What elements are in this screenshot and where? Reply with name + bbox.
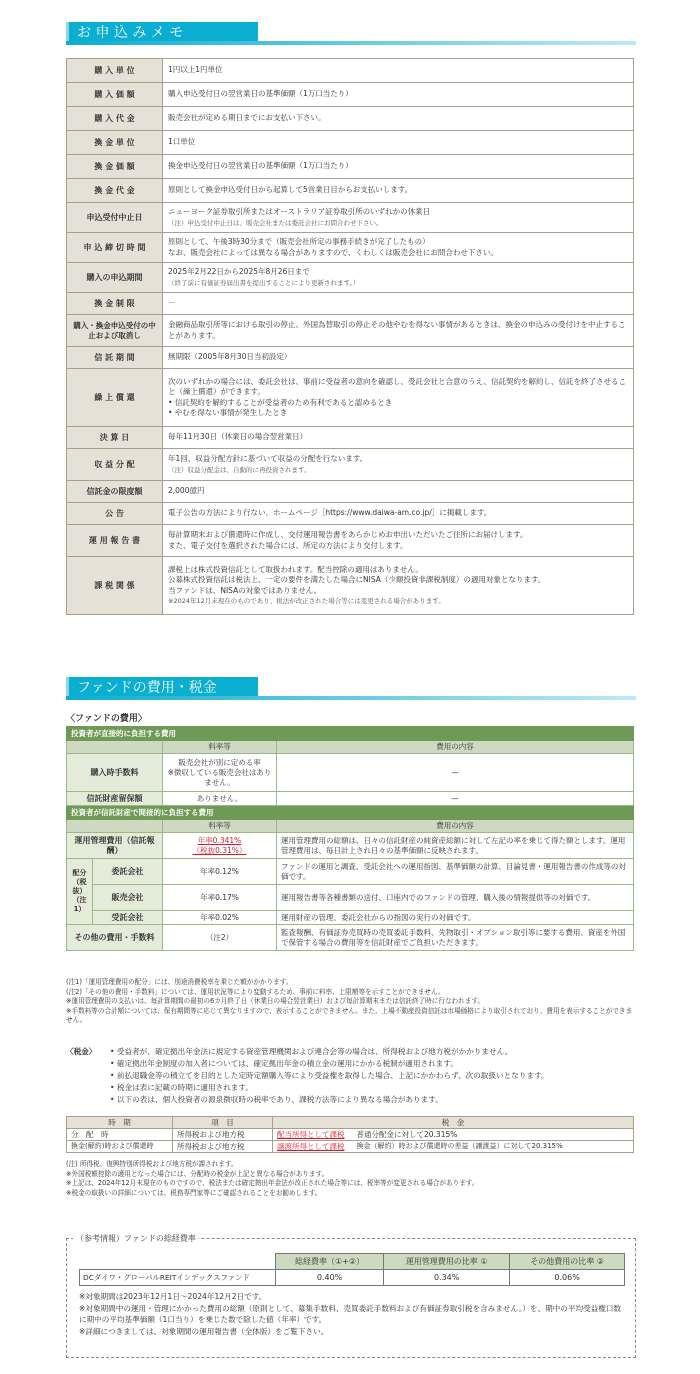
note-line: ※詳細につきましては、対象期間の運用報告書（全体版）をご覧下さい。 xyxy=(79,1326,329,1336)
list-item: • 以下の表は、個人投資者の源泉徴収時の税率であり、課税方法等により異なる場合があります。 xyxy=(110,1094,636,1106)
row-note: （終了前に有価証券届出書を提出することにより更新されます。） xyxy=(168,278,360,287)
row-value: 電子公告の方法により行ない、ホームページ［https://www.daiwa-am.co.jp/］に掲載します。 xyxy=(163,503,634,525)
col-header: 費用の内容 xyxy=(277,820,634,833)
table-row xyxy=(67,792,634,806)
row-label: 申込受付中止日 xyxy=(67,203,163,233)
row-text: 次のいずれかの場合には、委託会社は、事前に受益者の意向を確認し、受託会社と合意のうえ、信託契約を解約し、信託を終了させること（繰上償還）ができます。 xyxy=(168,376,626,396)
memo-heading: お 申 込 み メ モ xyxy=(66,22,258,44)
row-text: ニューヨーク証券取引所またはオーストラリア証券取引所のいずれかの休業日 xyxy=(168,207,431,216)
table-row xyxy=(67,741,634,754)
row-rate: ありません。 xyxy=(163,792,277,806)
tax-rate: 普通分配金に対して20.315% xyxy=(353,1129,634,1141)
tax-type: 譲渡所得として課税 xyxy=(273,1141,353,1153)
split-label: 配分（税抜）（注1） xyxy=(67,859,93,925)
table-row xyxy=(67,806,634,820)
row-text: 当ファンドは、NISAの対象ではありません。 xyxy=(168,585,322,595)
bullet-item: • 信託契約を解約することが受益者のため有利であると認めるとき xyxy=(168,397,393,407)
note-line: (注) 所得税、復興特別所得税および地方税が課されます。 xyxy=(66,1160,238,1168)
row-text: 2025年2月22日から2025年8月26日まで xyxy=(168,267,310,276)
table-row xyxy=(67,293,634,315)
row-value: － xyxy=(163,293,634,315)
row-desc: 監査報酬、有価証券売買時の売買委託手数料、先物取引・オプション取引等に要する費用、資産を外国で保管する場合の費用等を信託財産でご負担いただきます。 xyxy=(277,925,634,951)
row-note: （注）収益分配金は、自動的に再投資されます。 xyxy=(168,465,311,474)
row-label: 換 金 単 位 xyxy=(67,131,163,155)
cost-table xyxy=(66,726,634,951)
col-header xyxy=(67,820,163,833)
table-row xyxy=(67,107,634,131)
note-line: ※税金の取扱いの詳細については、税務専門家等にご確認されることをお勧めします。 xyxy=(66,1188,322,1197)
row-desc: 運用報告書等各種書類の送付、口座内でのファンドの管理、購入後の情報提供等の対価です。 xyxy=(277,885,634,911)
row-text: 公募株式投資信託は税法上、一定の要件を満たした場合にNISA（少額投資非課税制度）の適用対象となります。 xyxy=(168,575,546,584)
row-value: 購入申込受付日の翌営業日の基準価額（1万口当たり） xyxy=(163,83,634,107)
table-row xyxy=(67,525,634,557)
table-row xyxy=(67,481,634,503)
fee-heading: ファンドの費用・税金 xyxy=(66,677,258,699)
rate-text: ※徴収している販売会社はありません。 xyxy=(167,767,272,787)
tax-item: 所得税および地方税 xyxy=(173,1141,273,1153)
table-row xyxy=(67,911,634,925)
row-label: 運 用 報 告 書 xyxy=(67,525,163,557)
bullet-text: 信託契約を解約することが受益者のため有利であると認めるとき xyxy=(174,397,393,407)
note-line: ※対象期間は2023年12月1日～2024年12月2日です。 xyxy=(79,1292,267,1301)
row-label: 信託財産留保額 xyxy=(67,792,163,806)
section-title: 投資者が信託財産で間接的に負担する費用 xyxy=(67,806,634,820)
table-row xyxy=(67,155,634,179)
row-value: 換金申込受付日の翌営業日の基準価額（1万口当たり） xyxy=(163,155,634,179)
row-value: 販売会社が定める期日までにお支払い下さい。 xyxy=(163,107,634,131)
row-value xyxy=(163,449,634,481)
col-header xyxy=(67,741,163,754)
fund-name: DCダイワ・グローバルREITインデックスファンド xyxy=(80,1270,276,1286)
row-value: 原則として換金申込受付日から起算して5営業日目からお支払いします。 xyxy=(163,179,634,203)
row-note: ※2024年12月末現在のものであり、税法が改正された場合等には変更される場合があります。 xyxy=(168,597,445,605)
reference-notes xyxy=(79,1291,627,1337)
row-desc: — xyxy=(277,754,634,792)
table-row xyxy=(67,557,634,615)
row-value xyxy=(163,203,634,233)
table-row xyxy=(67,203,634,233)
list-item: • 確定拠出年金制度の加入者については、確定拠出年金の積立金の運用にかかる税制が適用されます。 xyxy=(110,1058,636,1070)
table-row xyxy=(67,859,634,885)
tax-type: 配当所得として課税 xyxy=(273,1129,353,1141)
tax-timing: 分 配 時 xyxy=(67,1129,173,1141)
row-label: 申 込 締 切 時 間 xyxy=(67,233,163,263)
row-label: 委託会社 xyxy=(93,859,163,885)
col-header: 料率等 xyxy=(163,820,277,833)
row-text: また、電子交付を選択された場合には、所定の方法により交付します。 xyxy=(168,540,408,550)
memo-heading-rule xyxy=(66,41,636,45)
table-row xyxy=(67,369,634,427)
row-text: 毎計算期末および償還時に作成し、交付運用報告書をあらかじめお申出いただいたご住所にお届けします。 xyxy=(168,530,528,539)
row-label: 販売会社 xyxy=(93,885,163,911)
note-line: ※対象期間中の運用・管理にかかった費用の総額（原則として、募集手数料、売買委託手数料および有価証券取引税を含みません。）を、期中の平均受益権口数に期中の平均基準価額（1口当り）を乗じた数で除した値（年率）です。 xyxy=(79,1303,622,1324)
table-row xyxy=(67,179,634,203)
table-row xyxy=(67,833,634,859)
memo-table xyxy=(66,58,634,615)
col-header: 項 目 xyxy=(173,1117,273,1129)
list-item: • 受益者が、確定拠出年金法に規定する資産管理機関および連合会等の場合は、所得税および地方税がかかりません。 xyxy=(110,1046,636,1058)
tax-timing: 換金(解約)時および償還時 xyxy=(67,1141,173,1153)
row-label: 公 告 xyxy=(67,503,163,525)
table-row xyxy=(67,83,634,107)
list-item: • 前払退職金等の積立てを目的とした定時定額購入等により受益権を取得した場合、上記にかかわらず、次の取扱いとなります。 xyxy=(110,1070,636,1082)
row-value: 1円以上1円単位 xyxy=(163,59,634,83)
table-row xyxy=(80,1254,625,1270)
row-value xyxy=(163,557,634,615)
row-label: 換 金 価 額 xyxy=(67,155,163,179)
row-label: 購入・換金申込受付の中止および取消し xyxy=(67,315,163,347)
tax-table xyxy=(66,1116,634,1153)
ratio-value: 0.40% xyxy=(276,1270,384,1286)
row-desc: ファンドの運用と調査、受託会社への運用指図、基準価額の計算、目論見書・運用報告書の作成等の対価です。 xyxy=(277,859,634,885)
fee-subheading: 〈ファンドの費用〉 xyxy=(66,714,147,724)
row-rate: 年率0.02% xyxy=(163,911,277,925)
row-label: 決 算 日 xyxy=(67,427,163,449)
col-header: 費用の内容 xyxy=(277,741,634,754)
tax-list xyxy=(110,1046,636,1106)
row-value xyxy=(163,369,634,427)
cost-notes xyxy=(66,978,636,1026)
note-line: ※手数料等の合計額については、保有期間等に応じて異なりますので、表示することができません。また、上場不動産投資信託は市場価格により取引されており、費用を表示することができません。 xyxy=(66,1006,633,1025)
table-row xyxy=(67,503,634,525)
row-rate xyxy=(163,754,277,792)
row-text: 原則として、午後3時30分まで（販売会社所定の事務手続きが完了したもの） xyxy=(168,237,430,246)
reference-title: （参考情報）ファンドの総経費率 xyxy=(73,1233,199,1244)
table-row xyxy=(67,233,634,263)
table-row xyxy=(67,885,634,911)
expense-ratio-table xyxy=(79,1253,625,1286)
table-row xyxy=(67,449,634,481)
section-title: 投資者が直接的に負担する費用 xyxy=(67,727,634,741)
list-item: • 税金は表に記載の時期に適用されます。 xyxy=(110,1082,636,1094)
row-label: その他の費用・手数料 xyxy=(67,925,163,951)
tax-notes xyxy=(66,1160,636,1198)
note-line: ※上記は、2024年12月末現在のものですので、税法または確定拠出年金法が改正された場合等には、税率等が変更される場合があります。 xyxy=(66,1179,479,1188)
col-header: 税 金 xyxy=(273,1117,634,1129)
row-value: 2,000億円 xyxy=(163,481,634,503)
row-label: 運用管理費用（信託報酬） xyxy=(67,833,163,859)
table-row xyxy=(67,754,634,792)
row-label: 収 益 分 配 xyxy=(67,449,163,481)
row-value: 1口単位 xyxy=(163,131,634,155)
note-line: ※運用管理費用の支払いは、毎計算期間の最初の6カ月終了日（休業日の場合翌営業日）および毎計算期末または信託終了時に行なわれます。 xyxy=(66,997,485,1006)
row-desc: — xyxy=(277,792,634,806)
table-row xyxy=(67,347,634,369)
row-label: 信託金の限度額 xyxy=(67,481,163,503)
note-line: (注2)「その他の費用・手数料」については、運用状況等により変動するため、事前に料率、上限額等を示すことができません。 xyxy=(66,987,445,996)
col-header: 総経費率（①+②） xyxy=(276,1254,384,1270)
row-label: 購入の申込期間 xyxy=(67,263,163,293)
table-row xyxy=(67,131,634,155)
row-text: なお、販売会社によっては異なる場合がありますので、くわしくは販売会社にお問合わせ下さい。 xyxy=(168,247,498,257)
row-rate: 年率0.12% xyxy=(163,859,277,885)
row-label: 購 入 代 金 xyxy=(67,107,163,131)
table-row xyxy=(67,315,634,347)
row-label: 課 税 関 係 xyxy=(67,557,163,615)
blank-cell xyxy=(80,1254,276,1270)
table-row xyxy=(67,263,634,293)
col-header: その他費用の比率 ② xyxy=(510,1254,625,1270)
table-row xyxy=(80,1270,625,1286)
row-desc: 運用管理費用の総額は、日々の信託財産の純資産総額に対して左記の率を乗じて得た額とします。運用管理費用は、毎日計上され日々の基準価額に反映されます。 xyxy=(277,833,634,859)
col-header: 料率等 xyxy=(163,741,277,754)
row-text: 年1回、収益分配方針に基づいて収益の分配を行ないます。 xyxy=(168,454,368,463)
row-label: 受託会社 xyxy=(93,911,163,925)
table-row xyxy=(67,1129,634,1141)
tax-item: 所得税および地方税 xyxy=(173,1129,273,1141)
row-value: 金融商品取引所等における取引の停止、外国為替取引の停止その他やむを得ない事情があるときは、換金の申込みの受付けを中止することがあります。 xyxy=(163,315,634,347)
row-value: 毎年11月30日（休業日の場合翌営業日） xyxy=(163,427,634,449)
row-label: 購 入 価 額 xyxy=(67,83,163,107)
bullet-item: • やむを得ない事情が発生したとき xyxy=(168,408,288,417)
row-note: （注）申込受付中止日は、販売会社または委託会社にお問合わせ下さい。 xyxy=(168,218,383,227)
row-value xyxy=(163,233,634,263)
col-header: 時 期 xyxy=(67,1117,173,1129)
note-line: ※外国税額控除の適用となった場合には、分配時の税金が上記と異なる場合があります。 xyxy=(66,1169,329,1178)
row-rate: （注2） xyxy=(163,925,277,951)
reference-box xyxy=(66,1234,636,1358)
row-label: 購 入 単 位 xyxy=(67,59,163,83)
row-rate: 年率0.17% xyxy=(163,885,277,911)
row-value xyxy=(163,263,634,293)
rate-text: （税抜0.31%） xyxy=(192,845,247,855)
row-value: 無期限（2005年8月30日当初設定） xyxy=(163,347,634,369)
row-value xyxy=(163,525,634,557)
row-label: 繰 上 償 還 xyxy=(67,369,163,427)
tax-rate: 換金（解約）時および償還時の差益（譲渡益）に対して20.315% xyxy=(353,1141,634,1153)
table-row xyxy=(67,1141,634,1153)
table-row xyxy=(67,427,634,449)
bullet-text: やむを得ない事情が発生したとき xyxy=(174,408,288,417)
ratio-value: 0.06% xyxy=(510,1270,625,1286)
col-header: 運用管理費用の比率 ① xyxy=(384,1254,510,1270)
rate-text: 年率0.341% xyxy=(197,835,242,845)
rate-text: 販売会社が別に定める率 xyxy=(178,757,261,767)
table-row xyxy=(67,727,634,741)
row-desc: 運用財産の管理、委託会社からの指図の実行の対価です。 xyxy=(277,911,634,925)
row-label: 換 金 制 限 xyxy=(67,293,163,315)
note-line: (注1)「運用管理費用の配分」には、別途消費税率を乗じた額がかかります。 xyxy=(66,978,293,986)
row-rate xyxy=(163,833,277,859)
table-row xyxy=(67,1117,634,1129)
ratio-value: 0.34% xyxy=(384,1270,510,1286)
table-row xyxy=(67,59,634,83)
tax-label: 〈税金〉 xyxy=(66,1047,97,1056)
row-label: 換 金 代 金 xyxy=(67,179,163,203)
row-label: 信 託 期 間 xyxy=(67,347,163,369)
table-row xyxy=(67,820,634,833)
row-text: 課税上は株式投資信託として取扱われます。配当控除の適用はありません。 xyxy=(168,564,423,574)
fee-heading-rule xyxy=(66,696,636,700)
table-row xyxy=(67,925,634,951)
row-label: 購入時手数料 xyxy=(67,754,163,792)
